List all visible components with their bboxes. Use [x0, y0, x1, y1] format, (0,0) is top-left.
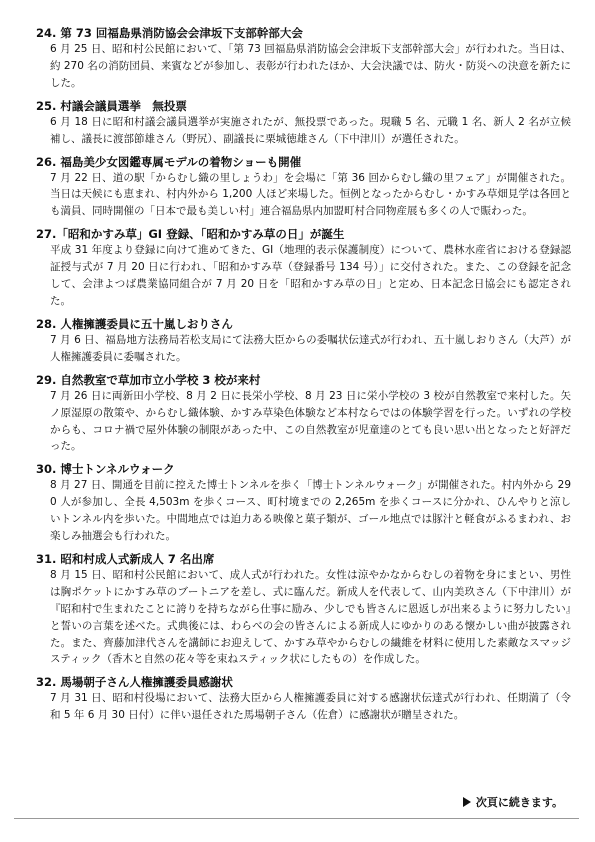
footer-divider: [14, 818, 579, 819]
news-item-27: [36, 226, 571, 310]
news-item-body: 7 月 6 日、福島地方法務局若松支局にて法務大臣からの委嘱状伝達式が行われ、五十嵐しおりさん（大芦）が人権擁護委員に委嘱された。: [50, 333, 571, 363]
news-item-32: [36, 674, 571, 724]
news-item-title: 30. 博士トンネルウォーク: [36, 462, 175, 477]
news-item-title: 32. 馬場朝子さん人権擁護委員感謝状: [36, 675, 233, 690]
news-item-body: 8 月 15 日、昭和村公民館において、成人式が行われた。女性は涼やかなからむしの着物を身にまとい、男性は胸ポケットにかすみ草のブートニアを差し、式に臨んだ。新成人を代表して、山内美玖さん（下中津川）が『昭和村で生まれたことに誇りを持ちながら仕事に励み、少しでも皆さんに恩返しが出来るように努力したい』と誓いの言葉を述べた。式典後には、わらべの会の皆さんによる新成人にゆかりのある懐かしい曲が披露された。また、齊藤加津代さんを講師にお迎えして、かすみ草やからむしの繊維を材料に使用した素敵なスマッジスティック（香木と自然の花々等を束ねスティック状にしたもの）を作成した。: [50, 568, 571, 666]
news-item-title: 29. 自然教室で草加市立小学校 3 校が来村: [36, 372, 261, 387]
news-item-30: [36, 461, 571, 545]
news-item-24: [36, 25, 571, 92]
news-item-title: 31. 昭和村成人式新成人 7 名出席: [36, 551, 215, 566]
next-page-label: 次頁に続きます。: [475, 796, 563, 809]
news-item-title: 26. 福島美少女図鑑専属モデルの着物ショーも開催: [36, 154, 302, 169]
next-page-notice: [463, 794, 563, 810]
news-item-title: 28. 人権擁護委員に五十嵐しおりさん: [36, 316, 233, 331]
right-triangle-icon: [463, 797, 471, 807]
news-item-26: [36, 154, 571, 221]
news-item-title: 24. 第 73 回福島県消防協会会津坂下支部幹部大会: [36, 26, 303, 40]
news-item-body: 8 月 27 日、開通を目前に控えた博士トンネルを歩く「博士トンネルウォーク」が開催された。村内外から 290 人が参加し、全長 4,503m を歩くコース、町村境までの 2,265m を歩くコースに分かれ、ひんやりと涼しいトンネル内を歩いた。中間地点では迫力ある映像と菓子類が、ゴール地点では豚汁と軽食がふるまわれ、お楽しみ抽選会も行われた。: [50, 479, 571, 543]
news-item-body: 7 月 22 日、道の駅「からむし織の里しょうわ」を会場に「第 36 回からむし織の里フェア」が開催された。当日は天候にも恵まれ、村内外から 1,200 人ほど来場した。恒例となったからむし・かすみ草畑見学は各回とも満員、同時開催の「日本で最も美しい村」連合福島県内加盟町村合同物産展も多くの人で賑わった。: [50, 171, 571, 218]
news-item-title: 27.「昭和かすみ草」GI 登録、「昭和かすみ草の日」が誕生: [36, 227, 345, 242]
news-item-25: [36, 98, 571, 148]
news-item-title: 25. 村議会議員選挙 無投票: [36, 98, 187, 113]
news-item-body: 6 月 18 日に昭和村議会議員選挙が実施されたが、無投票であった。現職 5 名、元職 1 名、新人 2 名が立候補し、議長に渡部節雄さん（野尻）、副議長に栗城徳雄さん（下中津川）が選任された。: [50, 115, 571, 145]
news-item-28: [36, 316, 571, 366]
news-item-body: 7 月 31 日、昭和村役場において、法務大臣から人権擁護委員に対する感謝状伝達式が行われ、任期満了（令和 5 年 6 月 30 日付）に伴い退任された馬場朝子さん（佐倉）に感謝状が贈呈された。: [50, 692, 571, 722]
news-item-body: 平成 31 年度より登録に向けて進めてきた、GI（地理的表示保護制度）について、農林水産省における登録認証授与式が 7 月 20 日に行われ、「昭和かすみ草（登録番号 134 号）」に交付された。また、この登録を記念して、会津よつば農業協同組合が 7 月 20 日を「昭和かすみ草の日」と定め、日本記念日協会にも認定された。: [50, 244, 571, 307]
news-item-29: [36, 372, 571, 456]
news-item-body: 6 月 25 日、昭和村公民館において、「第 73 回福島県消防協会会津坂下支部幹部大会」が行われた。当日は、約 270 名の消防団員、来賓などが参加し、表彰が行われたほか、大会決議では、防火・防災への決意を新たにした。: [50, 43, 571, 89]
news-item-body: 7 月 26 日に両新田小学校、8 月 2 日に長栄小学校、8 月 23 日に栄小学校の 3 校が自然教室で来村した。矢ノ原湿原の散策や、からむし織体験、かすみ草染色体験など本村ならではの体験学習を行った。いずれの学校からも、コロナ禍で屋外体験の制限があった中、この自然教室が児童達のとても良い思い出となったと好評だった。: [50, 389, 571, 453]
news-list: [36, 25, 571, 730]
news-item-31: [36, 551, 571, 668]
